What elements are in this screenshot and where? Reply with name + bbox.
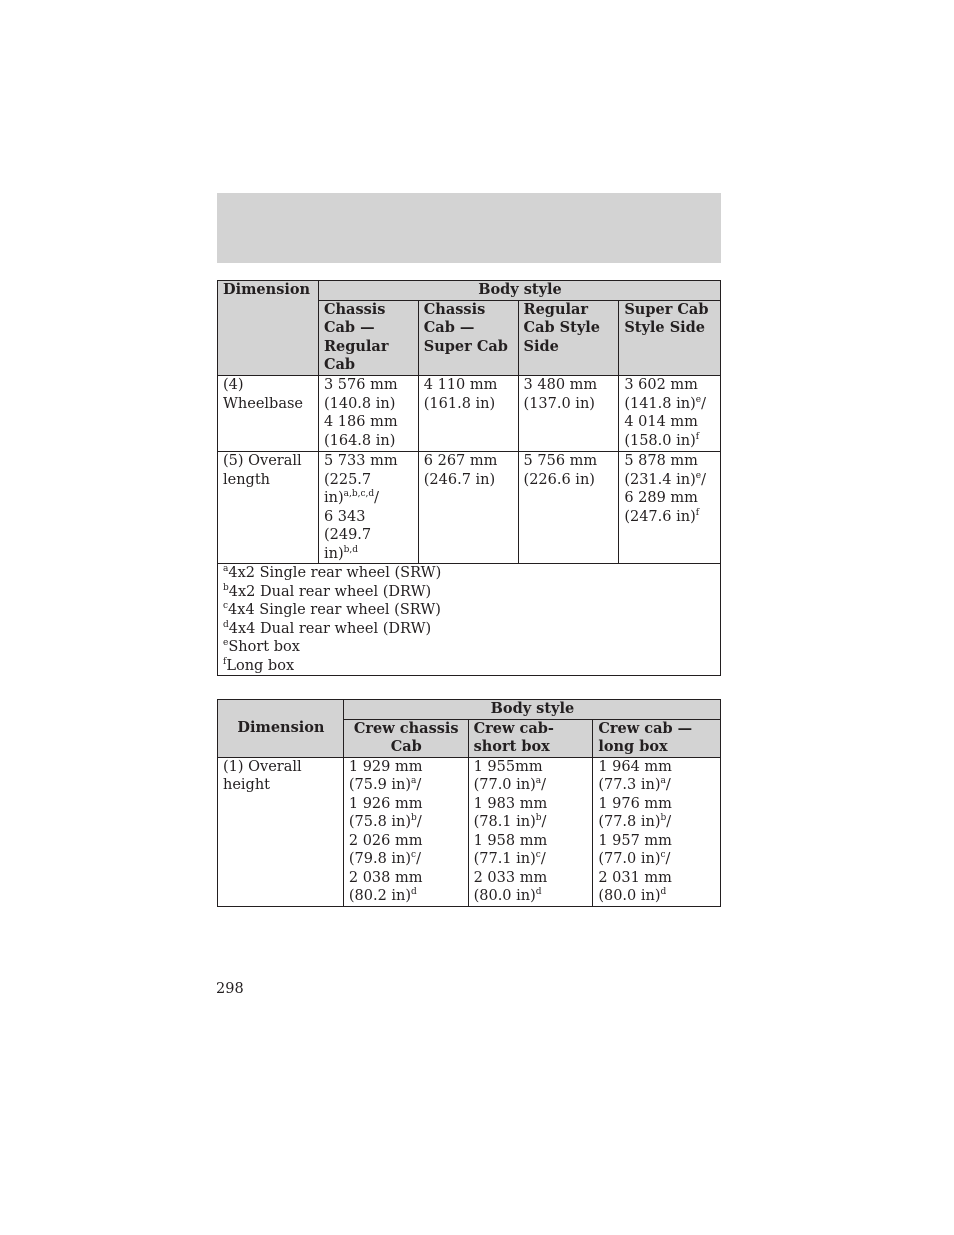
value-line: (79.8 in)$^c$/	[348, 850, 421, 867]
footnote-mark: b	[660, 813, 667, 824]
column-header: Crew cab — long box	[593, 719, 721, 757]
value-cell	[343, 757, 468, 906]
value-line: (77.3 in)$^a$/	[598, 776, 671, 793]
value-cell	[318, 452, 418, 564]
footnote-mark: a	[535, 776, 542, 787]
footnote-mark: c	[411, 850, 417, 861]
value-line: (137.0 in)	[523, 395, 595, 412]
footnote-mark: d	[660, 887, 667, 898]
row-label: (4) Wheelbase	[218, 376, 319, 452]
footnote-mark: c	[660, 850, 666, 861]
value-cell	[468, 757, 593, 906]
value-line: (225.7	[323, 471, 372, 488]
value-line: 3 480 mm	[523, 377, 598, 393]
value-line: 3 602 mm	[624, 377, 698, 393]
column-header: Chassis Cab — Super Cab	[418, 300, 518, 375]
value-line: 1 983 mm	[473, 795, 548, 812]
value-line: (77.1 in)$^c$/	[473, 850, 546, 867]
value-line: (80.0 in)$^d$	[598, 887, 667, 904]
footnote-mark: d	[411, 887, 417, 898]
table-row	[218, 376, 721, 452]
value-line: 2 031 mm	[598, 869, 672, 886]
footnote-mark: b,d	[343, 544, 358, 555]
value-cell	[619, 376, 721, 452]
value-line: (141.8 in)$^e$/	[624, 394, 706, 412]
value-line: (77.0 in)$^c$/	[598, 850, 671, 867]
body-style-header: Body style	[343, 700, 720, 720]
footnote: $^b$4x2 Dual rear wheel (DRW)	[223, 582, 432, 600]
value-line: 2 026 mm	[348, 832, 423, 849]
dimension-header: Dimension	[218, 281, 319, 376]
column-header: Chassis Cab — Regular Cab	[318, 300, 418, 375]
footnote-mark: f	[695, 431, 700, 442]
footnote: $^c$4x4 Single rear wheel (SRW)	[223, 601, 441, 618]
value-line: (77.0 in)$^a$/	[473, 776, 547, 793]
column-header: Crew cab-short box	[468, 719, 593, 757]
column-header: Crew chassis Cab	[343, 719, 468, 757]
footnote: $^f$Long box	[223, 656, 295, 674]
value-cell	[593, 757, 721, 906]
footnote: $^e$Short box	[223, 638, 300, 655]
value-line: (158.0 in)$^f$	[624, 431, 700, 449]
value-line: (78.1 in)$^b$/	[473, 813, 547, 830]
value-line: 1 955mm	[473, 758, 543, 775]
dimensions-table-1	[217, 280, 721, 676]
value-line: 1 958 mm	[473, 832, 548, 849]
value-line: (161.8 in)	[423, 395, 496, 412]
footnote: $^a$4x2 Single rear wheel (SRW)	[223, 564, 442, 581]
value-cell	[418, 376, 518, 452]
footnote-mark: f	[695, 507, 700, 518]
body-style-header: Body style	[318, 281, 720, 301]
value-line: (247.6 in)$^f$	[624, 507, 700, 525]
footnote-mark: c	[535, 850, 541, 861]
value-line: in)$^{a,b,c,d}$/	[323, 489, 380, 506]
value-line: (140.8 in)	[323, 395, 396, 412]
value-line: 1 976 mm	[598, 795, 672, 812]
value-line: 1 957 mm	[598, 832, 672, 849]
value-line: 5 878 mm	[624, 453, 698, 469]
column-header: Super Cab Style Side	[619, 300, 721, 375]
footnote-mark: e	[695, 470, 702, 481]
footnote-mark: b	[411, 813, 417, 824]
value-line: 1 926 mm	[348, 795, 423, 812]
value-line: 3 576 mm	[323, 377, 398, 393]
footnotes	[218, 564, 721, 676]
value-line: 4 110 mm	[423, 377, 498, 393]
value-line: 1 929 mm	[348, 758, 423, 775]
table-row	[218, 452, 721, 564]
value-line: (80.2 in)$^d$	[348, 887, 417, 904]
value-line: 2 038 mm	[348, 869, 423, 886]
footnote-mark: a	[411, 776, 417, 787]
value-line: 4 014 mm	[624, 414, 698, 430]
value-line: (231.4 in)$^e$/	[624, 470, 706, 488]
value-cell	[518, 376, 619, 452]
value-line: (164.8 in)	[323, 432, 396, 449]
value-line: (246.7 in)	[423, 471, 496, 488]
dimension-header: Dimension	[218, 700, 344, 758]
dimensions-table-2	[217, 699, 721, 907]
value-line: (226.6 in)	[523, 471, 595, 488]
footnote-mark: a,b,c,d	[343, 489, 375, 500]
value-cell	[418, 452, 518, 564]
footnote-mark: e	[695, 394, 702, 405]
value-line: in)$^{b,d}$	[323, 544, 358, 562]
value-line: 6 267 mm	[423, 453, 498, 469]
value-line: 5 756 mm	[523, 453, 598, 469]
value-line: 1 964 mm	[598, 758, 672, 775]
value-line: 6 289 mm	[624, 490, 698, 506]
value-line: 2 033 mm	[473, 869, 548, 886]
value-line: (75.9 in)$^a$/	[348, 776, 422, 793]
footnote: $^d$4x4 Dual rear wheel (DRW)	[223, 619, 432, 637]
value-line: (77.8 in)$^b$/	[598, 813, 672, 830]
value-line: 5 733 mm	[323, 453, 398, 469]
value-cell	[318, 376, 418, 452]
footnote-mark: b	[535, 813, 542, 824]
value-cell	[619, 452, 721, 564]
table-row	[218, 757, 721, 906]
row-label: (1) Overall height	[218, 757, 344, 906]
value-line: 6 343 (249.7	[323, 508, 372, 543]
row-label: (5) Overall length	[218, 452, 319, 564]
footnote-mark: d	[535, 887, 542, 898]
value-cell	[518, 452, 619, 564]
value-line: (80.0 in)$^d$	[473, 887, 542, 904]
value-line: (75.8 in)$^b$/	[348, 813, 422, 830]
page-number: 298	[216, 981, 244, 997]
column-header: Regular Cab Style Side	[518, 300, 619, 375]
section-header-band	[217, 193, 721, 263]
footnote-mark: a	[660, 776, 666, 787]
value-line: 4 186 mm	[323, 414, 398, 430]
